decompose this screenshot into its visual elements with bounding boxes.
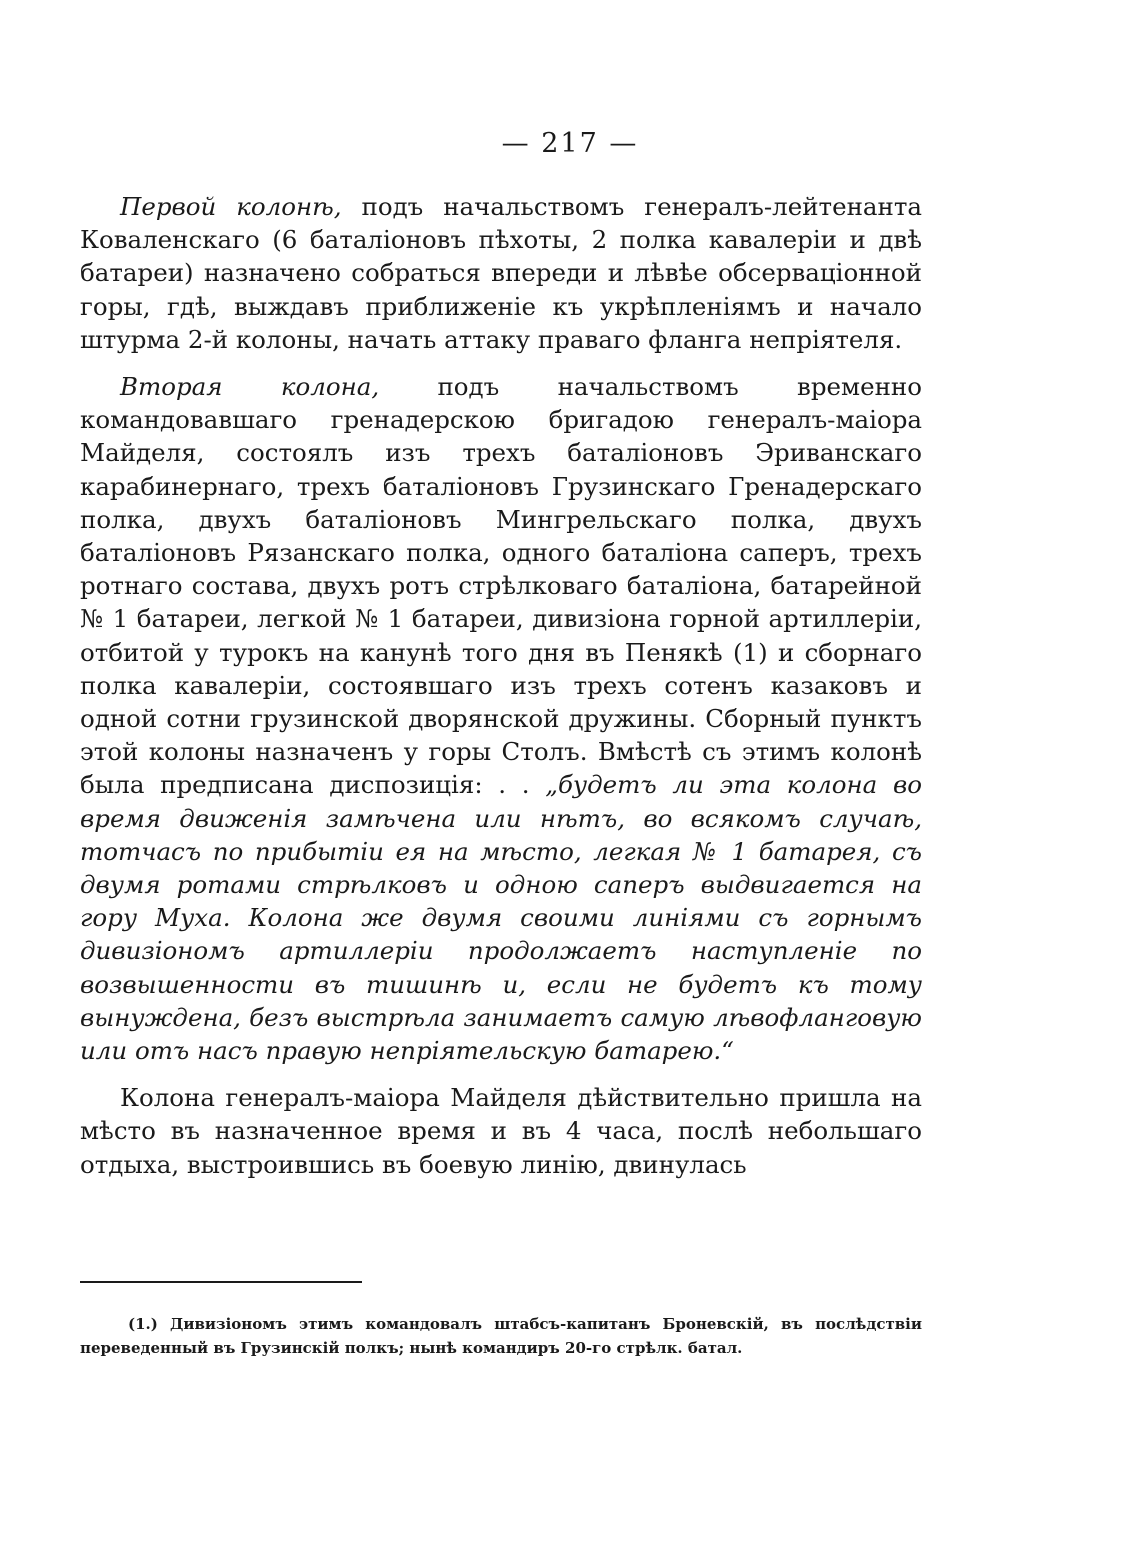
paragraph-second-column [80,370,922,1067]
paragraph-lead: Первой колонѣ, [120,192,342,221]
disposition-quote: „будетъ ли эта колона во время движенія замѣчена или нѣтъ, во всякомъ случаѣ, тотчасъ по прибытіи ея на мѣсто, легкая № 1 батарея, съ двумя ротами стрѣлковъ и одною саперъ выдвигается на гору Муха. Колона же двумя своими линіями съ горнымъ дивизіономъ артиллеріи продолжаетъ наступленіе по возвышенности въ тишинѣ и, если не будетъ къ тому вынуждена, безъ выстрѣла занимаетъ самую лѣвофланговую или отъ насъ правую непріятельскую батарею.“ [80,770,922,1066]
paragraph-maidel-column [80,1081,922,1181]
footnote-divider [80,1281,362,1283]
main-text [80,190,922,1181]
paragraph-text: подъ начальствомъ временно командовавшаго гренадерскою бригадою генералъ-маіора Майделя, состоялъ изъ трехъ баталіоновъ Эриванскаго карабинернаго, трехъ баталіоновъ Грузинскаго Гренадерскаго полка, двухъ баталіоновъ Мингрельскаго полка, двухъ баталіоновъ Рязанскаго полка, одного баталіона саперъ, трехъ ротнаго состава, двухъ ротъ стрѣлковаго баталіона, батарейной № 1 батареи, легкой № 1 батареи, дивизіона горной артиллеріи, отбитой у турокъ на канунѣ того дня въ Пенякѣ (1) и сборнаго полка кавалеріи, состоявшаго изъ трехъ сотенъ казаковъ и одной сотни грузинской дворянской дружины. Сборный пунктъ этой колоны назначенъ у горы Столъ. Вмѣстѣ съ этимъ колонѣ была предписана диспозиція: . . [80,372,922,800]
paragraph-text: Колона генералъ-маіора Майделя дѣйствительно пришла на мѣсто въ назначенное время и въ 4 часа, послѣ небольшаго отдыха, выстроившись въ боевую линію, двинулась [80,1083,922,1179]
paragraph-text: подъ начальствомъ генералъ-лейтенанта Коваленскаго (6 баталіоновъ пѣхоты, 2 полка кавалеріи и двѣ батареи) назначено собраться впереди и лѣвѣе обсерваціонной горы, гдѣ, выждавъ приближеніе къ укрѣпленіямъ и начало штурма 2-й колоны, начать аттаку праваго фланга непріятеля. [80,192,922,354]
paragraph-first-column [80,190,922,356]
page-number: — 217 — [501,128,639,159]
footnote: (1.) Дивизіономъ этимъ командовалъ штабсъ-капитанъ Броневскій, въ послѣдствіи переведенный въ Грузинскій полкъ; нынѣ командиръ 20-го стрѣлк. батал. [80,1315,922,1357]
paragraph-lead: Вторая колона, [120,372,380,402]
